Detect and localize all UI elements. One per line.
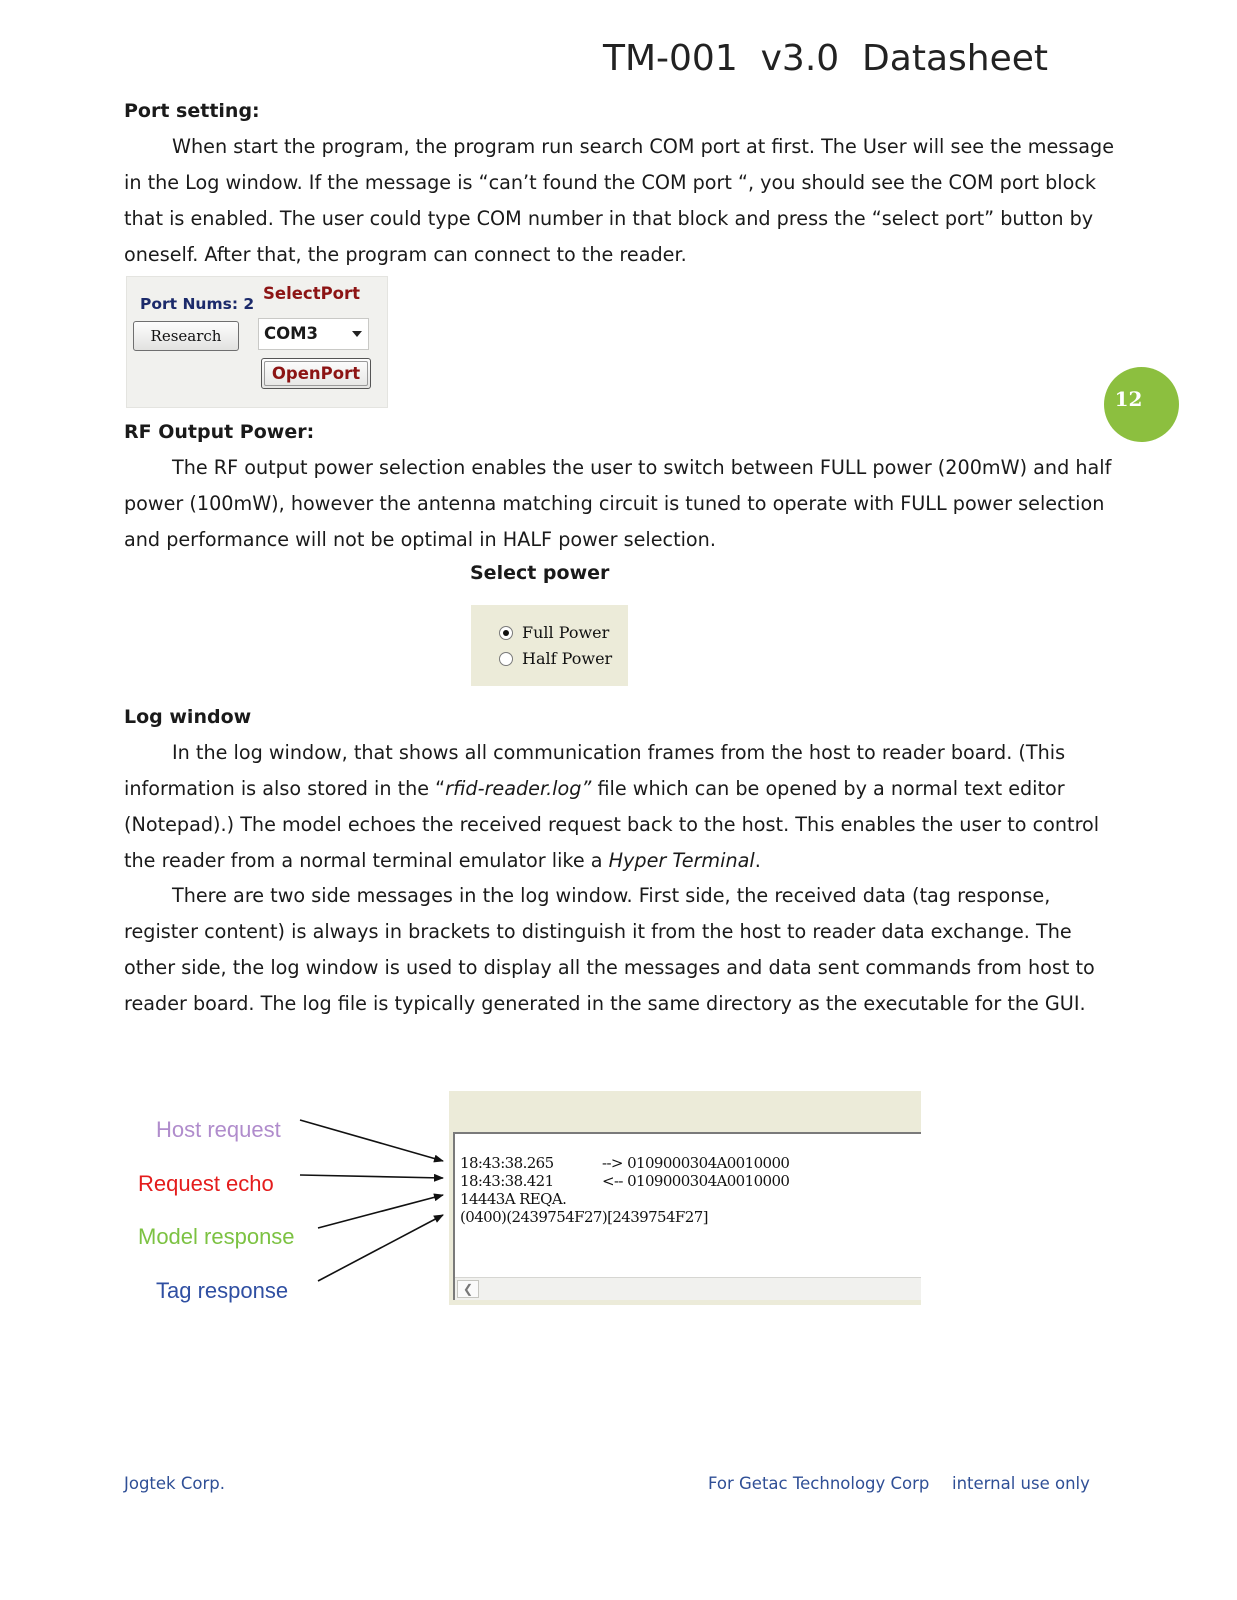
horizontal-scrollbar[interactable] [455, 1277, 921, 1300]
footer-company: Jogtek Corp. [124, 1474, 225, 1493]
model-response-label: Model response [138, 1224, 295, 1249]
log-window-heading: Log window [124, 706, 252, 728]
port-setting-heading: Port setting: [124, 100, 260, 122]
tag-response-label: Tag response [156, 1278, 289, 1303]
log-window-screenshot [449, 1091, 921, 1305]
host-request-arrow [300, 1120, 443, 1161]
hyper-terminal-name: Hyper Terminal [608, 849, 755, 872]
log-data: <-- 0109000304A0010000 [602, 1172, 790, 1190]
log-message: (0400)(2439754F27)[2439754F27] [460, 1208, 708, 1226]
tag-response-arrow [318, 1215, 443, 1281]
log-paragraph-1c: . [754, 849, 761, 872]
port-setting-paragraph: When start the program, the program run search COM port at first. The User will see the message in the Log window. If the message is “can’t found the COM port “, you should see the COM port block that is enabled. The user could type COM number in that block and press the “select port” button by oneself. After that, the program can connect to the reader. [124, 135, 1114, 266]
log-window-paragraph-2: There are two side messages in the log window. First side, the received data (tag response, register content) is always in brackets to distinguish it from the host to reader data exchange. The other side, the log window is used to display all the messages and data sent commands from host to reader board. The log file is typically generated in the same directory as the executable for the GUI. [124, 884, 1095, 1015]
log-time: 18:43:38.421 [460, 1172, 554, 1190]
document-title: TM-001 v3.0 Datasheet [602, 38, 1048, 79]
log-text-area[interactable] [453, 1132, 921, 1300]
host-request-label: Host request [156, 1117, 281, 1142]
page-number: 12 [1114, 387, 1143, 411]
footer-client: For Getac Technology Corp [708, 1474, 930, 1493]
request-echo-arrow [300, 1175, 443, 1178]
log-line [460, 1154, 790, 1172]
rf-output-power-paragraph: The RF output power selection enables the user to switch between FULL power (200mW) and half power (100mW), however the antenna matching circuit is tuned to operate with FULL power selection and performance will not be optimal in HALF power selection. [124, 456, 1112, 551]
log-line [460, 1208, 708, 1226]
scroll-left-icon[interactable]: ❮ [457, 1280, 479, 1298]
full-power-label: Full Power [522, 623, 610, 642]
log-message: 14443A REQA. [460, 1190, 567, 1208]
log-paragraph-1a: In the log window, that shows all communication frames from the host to reader board. (This information is also stored in the “ [124, 741, 1066, 800]
com-port-value: COM3 [264, 324, 319, 343]
port-nums-label: Port Nums: 2 [140, 295, 255, 313]
log-time: 18:43:38.265 [460, 1154, 554, 1172]
log-paragraph-1b: file which can be opened by a normal text editor (Notepad).) The model echoes the received request back to the host. This enables the user to control the reader from a normal terminal emulator like a [124, 777, 1100, 872]
research-button[interactable]: Research [133, 321, 239, 351]
log-file-name: rfid-reader.log” [445, 777, 592, 800]
model-response-arrow [318, 1195, 443, 1228]
select-port-label: SelectPort [263, 284, 361, 303]
log-line [460, 1190, 566, 1208]
select-power-caption: Select power [470, 562, 610, 584]
request-echo-label: Request echo [138, 1171, 274, 1196]
rf-output-power-heading: RF Output Power: [124, 421, 315, 443]
log-line [460, 1172, 790, 1190]
log-data: --> 0109000304A0010000 [602, 1154, 790, 1172]
half-power-label: Half Power [522, 649, 613, 668]
open-port-label: OpenPort [271, 364, 361, 383]
footer-notice: internal use only [952, 1474, 1090, 1493]
